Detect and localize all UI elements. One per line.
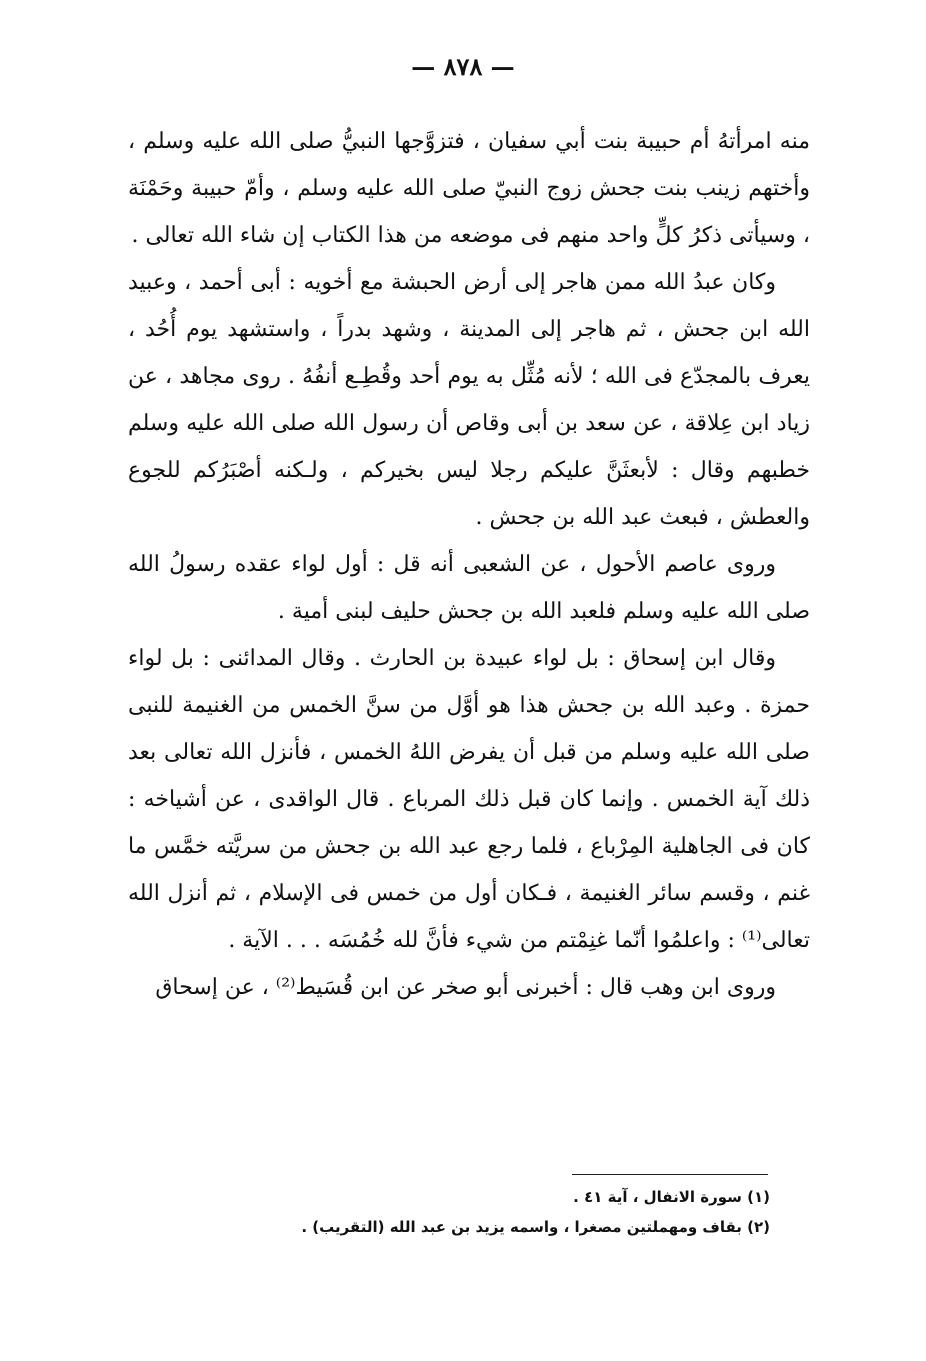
footnote-1: (١) سورة الانفال ، آية ٤١ . <box>573 1188 770 1206</box>
paragraph-3: وروى عاصم الأحول ، عن الشعبى أنه قل : أول لواء عقده رسولُ الله صلى الله عليه وسلم فلعبد الله بن جحش حليف لبنى أمية . <box>128 552 810 624</box>
paragraph-2: وكان عبدُ الله ممن هاجر إلى أرض الحبشة مع أخويه : أبى أحمد ، وعبيد الله ابن جحش ، ثم هاجر إلى المدينة ، وشهد بدراً ، واستشهد يوم أُحُد ، يعرف بالمجدّع فى الله ؛ لأنه مُثِّل به يوم أحد وقُطِـع أنفُهُ . روى مجاهد ، عن زياد ابن عِلاقة ، عن سعد بن أبى وقاص أن رسول الله صلى الله عليه وسلم خطبهم وقال : لأبعثَنَّ عليكم رجلا ليس بخيركم ، ولـكنه أصْبَرُكم للجوع والعطش ، فبعث عبد الله بن جحش . <box>128 270 810 530</box>
footnote-2: (٢) بقاف ومهملتين مصغرا ، واسمه يزيد بن عبد الله (التقريب) . <box>301 1218 770 1236</box>
footnote-divider <box>572 1174 768 1175</box>
page-number: — ٨٧٨ — <box>411 52 515 81</box>
main-text <box>128 118 810 1011</box>
footnotes <box>260 1182 770 1242</box>
paragraph-1: منه امرأتهُ أم حبيبة بنت أبي سفيان ، فتزوَّجها النبيُّ صلى الله عليه وسلم ، وأختهم زينب بنت جحش زوج النبيّ صلى الله عليه وسلم ، وأمّ حبيبة وحَمْنَة ، وسيأتى ذكرُ كلٍّ واحد منهم فى موضعه من هذا الكتاب إن شاء الله تعالى . <box>128 129 810 248</box>
paragraph-4: وقال ابن إسحاق : بل لواء عبيدة بن الحارث . وقال المدائنى : بل لواء حمزة . وعبد الله بن جحش هذا هو أوَّل من سنَّ الخمس من الغنيمة للنبى صلى الله عليه وسلم من قبل أن يفرض اللهُ الخمس ، فأنزل الله تعالى بعد ذلك آية الخمس . وإنما كان قبل ذلك المرباع . قال الواقدى ، عن أشياخه : كان فى الجاهلية المِرْباع ، فلما رجع عبد الله بن جحش من سريَّته خمَّس ما غنم ، وقسم سائر الغنيمة ، فـكان أول من خمس فى الإسلام ، ثم أنزل الله تعالى⁽¹⁾ : واعلمُوا أنّما غنِمْتم من شيء فأنَّ لله خُمُسَه . . . الآية . <box>128 646 810 953</box>
paragraph-5: وروى ابن وهب قال : أخبرنى أبو صخر عن ابن قُسَيط⁽²⁾ ، عن إسحاق <box>155 975 776 1000</box>
